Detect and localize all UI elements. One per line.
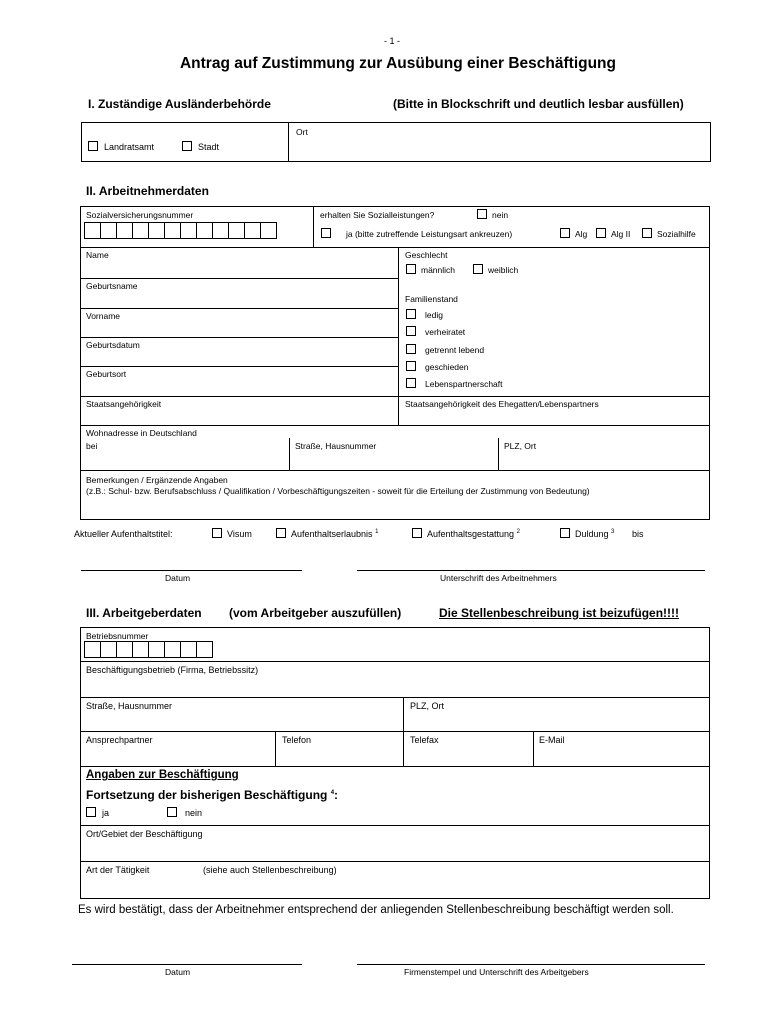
alg2-checkbox[interactable] <box>596 228 606 238</box>
betriebsnummer-label: Betriebsnummer <box>86 631 149 641</box>
weiblich-checkbox[interactable] <box>473 264 483 274</box>
alg2-label: Alg II <box>611 229 631 239</box>
signature-line-1[interactable] <box>357 570 705 571</box>
strasse-label: Straße, Hausnummer <box>295 441 377 451</box>
name-label: Name <box>86 250 109 260</box>
signature-line-2[interactable] <box>357 964 705 965</box>
sozialleistungen-nein-checkbox[interactable] <box>477 209 487 219</box>
angaben-beschaeftigung-heading: Angaben zur Beschäftigung <box>86 769 239 781</box>
page-number: - 1 - <box>384 36 401 46</box>
duldung-checkbox[interactable] <box>560 528 570 538</box>
section-1-hint: (Bitte in Blockschrift und deutlich lesbar ausfüllen) <box>393 97 684 111</box>
geburtsname-label: Geburtsname <box>86 281 138 291</box>
section-3-subheading: (vom Arbeitgeber auszufüllen) <box>229 606 402 620</box>
alg-checkbox[interactable] <box>560 228 570 238</box>
confirmation-text: Es wird bestätigt, dass der Arbeitnehmer entsprechend der anliegenden Stellenbeschreibung beschäftigt werden soll. <box>78 904 674 916</box>
geschlecht-label: Geschlecht <box>405 250 448 260</box>
geschieden-label: geschieden <box>425 362 469 372</box>
aufenthaltserlaubnis-label: Aufenthaltserlaubnis $^1$ <box>291 529 379 539</box>
geburtsort-label: Geburtsort <box>86 369 127 379</box>
ag-strasse-label: Straße, Hausnummer <box>86 701 173 711</box>
section-1-heading: I. Zuständige Ausländerbehörde <box>88 97 271 111</box>
familienstand-label: Familienstand <box>405 294 458 304</box>
ledig-checkbox[interactable] <box>406 309 416 319</box>
bis-label: bis <box>632 529 644 539</box>
getrennt-checkbox[interactable] <box>406 344 416 354</box>
section-2-box <box>80 206 710 520</box>
ledig-label: ledig <box>425 310 443 320</box>
unterschrift-arbeitnehmer-label: Unterschrift des Arbeitnehmers <box>440 573 557 583</box>
aufenthaltstitel-label: Aktueller Aufenthaltstitel: <box>74 529 173 539</box>
art-taetigkeit-label: Art der Tätigkeit <box>86 865 150 875</box>
email-label: E-Mail <box>539 735 565 745</box>
stellenbeschreibung-notice: Die Stellenbeschreibung ist beizufügen!!!! <box>439 606 680 620</box>
lebenspartnerschaft-checkbox[interactable] <box>406 378 416 388</box>
sozialhilfe-label: Sozialhilfe <box>657 229 696 239</box>
staatsangehoerigkeit-label: Staatsangehörigkeit <box>86 399 162 409</box>
datum-label-1: Datum <box>165 573 191 583</box>
bemerkungen-label: Bemerkungen / Ergänzende Angaben <box>86 475 228 485</box>
staatsangehoerigkeit-ehegatte-label: Staatsangehörigkeit des Ehegatten/Lebenspartners <box>405 399 599 409</box>
svnr-input-cells[interactable] <box>84 222 276 239</box>
stadt-checkbox[interactable] <box>182 141 192 151</box>
section-1-box <box>81 122 711 162</box>
telefax-label: Telefax <box>410 735 439 745</box>
section-2-heading: II. Arbeitnehmerdaten <box>86 184 209 198</box>
verheiratet-checkbox[interactable] <box>406 326 416 336</box>
duldung-label: Duldung $^3$ <box>575 529 615 539</box>
aufenthaltsgestattung-checkbox[interactable] <box>412 528 422 538</box>
sozialhilfe-checkbox[interactable] <box>642 228 652 238</box>
sozialleistungen-question: erhalten Sie Sozialleistungen? <box>320 210 435 220</box>
telefon-label: Telefon <box>282 735 312 745</box>
landratsamt-checkbox[interactable] <box>88 141 98 151</box>
datum-label-2: Datum <box>165 967 191 977</box>
datum-line-2[interactable] <box>72 964 302 965</box>
plz-ort-label: PLZ, Ort <box>504 441 537 451</box>
fortsetzung-nein-label: nein <box>185 808 203 818</box>
beschaeftigungsbetrieb-label: Beschäftigungsbetrieb (Firma, Betriebssitz) <box>86 665 259 675</box>
geburtsdatum-label: Geburtsdatum <box>86 340 140 350</box>
ansprechpartner-label: Ansprechpartner <box>86 735 153 745</box>
visum-label: Visum <box>227 529 252 539</box>
vorname-label: Vorname <box>86 311 121 321</box>
geschieden-checkbox[interactable] <box>406 361 416 371</box>
getrennt-label: getrennt lebend <box>425 345 485 355</box>
aufenthaltserlaubnis-checkbox[interactable] <box>276 528 286 538</box>
betriebsnummer-input-cells[interactable] <box>84 641 212 658</box>
ort-label: Ort <box>296 127 308 137</box>
unterschrift-arbeitgeber-label: Firmenstempel und Unterschrift des Arbeitgebers <box>404 967 589 977</box>
ag-plz-ort-label: PLZ, Ort <box>410 701 445 711</box>
fortsetzung-label: Fortsetzung der bisherigen Beschäftigung $^4$: <box>86 788 339 802</box>
form-title: Antrag auf Zustimmung zur Ausübung einer Beschäftigung <box>179 55 616 72</box>
fortsetzung-ja-label: ja <box>102 808 110 818</box>
sozialleistungen-nein-label: nein <box>492 210 509 220</box>
sozialleistungen-ja-checkbox[interactable] <box>321 228 331 238</box>
alg-label: Alg <box>575 229 588 239</box>
aufenthaltsgestattung-label: Aufenthaltsgestattung $^2$ <box>427 529 520 539</box>
sozialleistungen-ja-label: ja (bitte zutreffende Leistungsart ankreuzen) <box>346 229 513 239</box>
svnr-label: Sozialversicherungsnummer <box>86 210 194 220</box>
landratsamt-label: Landratsamt <box>104 142 155 152</box>
art-taetigkeit-hint: (siehe auch Stellenbeschreibung) <box>203 865 337 875</box>
fortsetzung-ja-checkbox[interactable] <box>86 807 96 817</box>
weiblich-label: weiblich <box>488 265 519 275</box>
bei-label: bei <box>86 441 98 451</box>
wohnadresse-label: Wohnadresse in Deutschland <box>86 428 197 438</box>
maennlich-checkbox[interactable] <box>406 264 416 274</box>
bemerkungen-hint: (z.B.: Schul- bzw. Berufsabschluss / Qualifikation / Vorbeschäftigungszeiten - soweit für die Erteilung der Zustimmung von Bedeutung) <box>86 486 590 496</box>
datum-line-1[interactable] <box>81 570 302 571</box>
section-3-heading: III. Arbeitgeberdaten <box>86 606 202 620</box>
maennlich-label: männlich <box>421 265 456 275</box>
fortsetzung-nein-checkbox[interactable] <box>167 807 177 817</box>
verheiratet-label: verheiratet <box>425 327 466 337</box>
stadt-label: Stadt <box>198 142 220 152</box>
visum-checkbox[interactable] <box>212 528 222 538</box>
ort-gebiet-label: Ort/Gebiet der Beschäftigung <box>86 829 203 839</box>
lebenspartnerschaft-label: Lebenspartnerschaft <box>425 379 503 389</box>
